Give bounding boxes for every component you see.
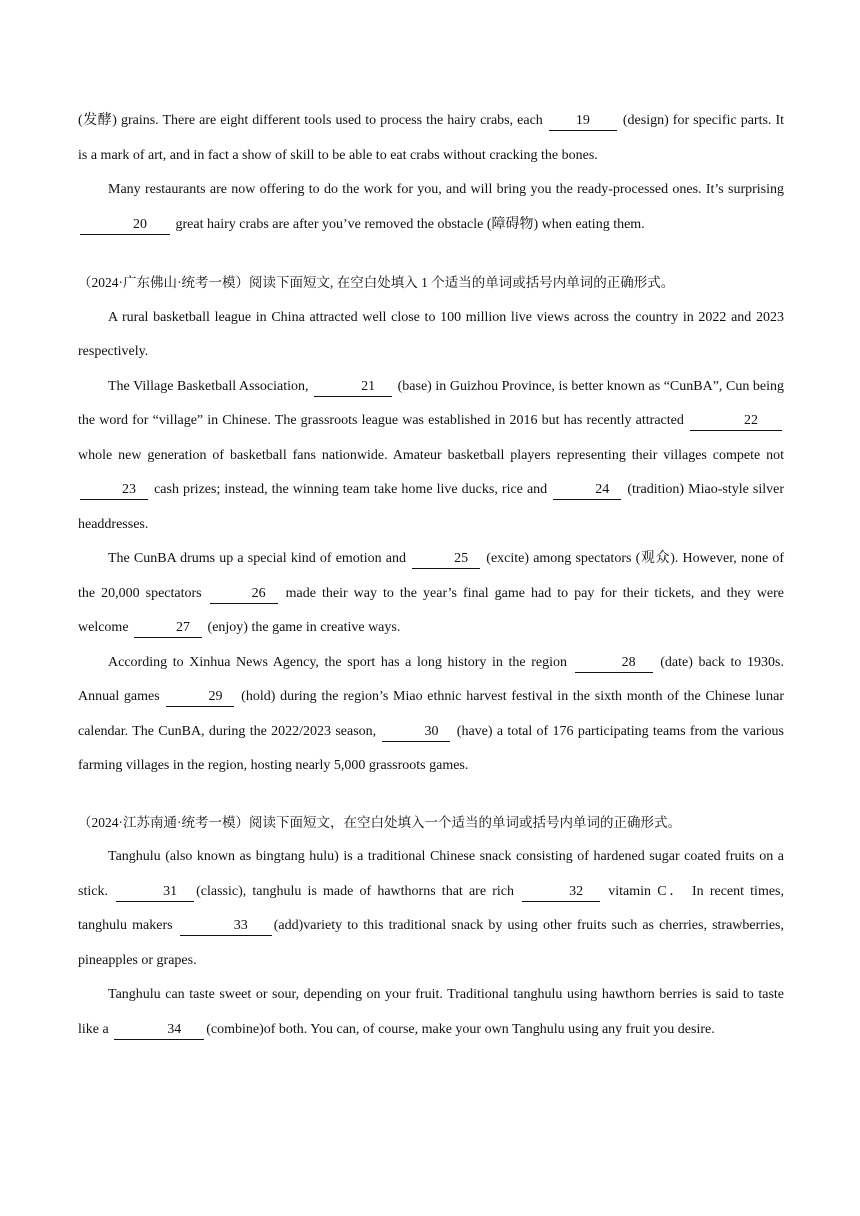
blank-32[interactable]: 32 (522, 884, 600, 902)
blank-33[interactable]: 33 (180, 918, 272, 936)
section-heading-foshan: （2024·广东佛山·统考一模）阅读下面短文, 在空白处填入 1 个适当的单词或括号内单词的正确形式。 (78, 275, 675, 290)
text: According to Xinhua News Agency, the sport has a long history in the region (108, 654, 573, 670)
paragraph-cunba-emotion (78, 542, 784, 646)
paragraph-tanghulu-intro (78, 840, 784, 978)
text: (date) back to 1930s. Annual games (78, 654, 784, 704)
section-heading-nantong: （2024·江苏南通·统考一模）阅读下面短文，在空白处填入一个适当的单词或括号内单词的正确形式。 (78, 814, 681, 830)
paragraph-crab-tools (78, 104, 784, 173)
blank-34[interactable]: 34 (114, 1022, 204, 1040)
blank-20[interactable]: 20 (80, 217, 170, 235)
blank-21[interactable]: 21 (314, 379, 392, 397)
blank-22[interactable]: 22 (690, 413, 782, 431)
text: (发酵) grains. There are eight different tools used to process the hairy crabs, each (78, 113, 547, 128)
paragraph-restaurants (78, 173, 784, 242)
text: vitamin C． In recent times, tanghulu makers (78, 883, 785, 933)
paragraph-cunba-intro (78, 370, 784, 543)
blank-28[interactable]: 28 (575, 655, 653, 673)
text: (excite) among spectators (观众). However, none of the 20,000 spectators (78, 551, 785, 601)
text: (design) for specific parts. It is a mark of art, and in fact a show of skill to be able to eat crabs without cracking the bones. (78, 113, 785, 163)
paragraph-cunba-history (78, 646, 784, 784)
text: Tanghulu (also known as bingtang hulu) is a traditional Chinese snack consisting of hardened sugar coated fruits on a stick. (78, 849, 784, 899)
text: (combine)of both. You can, of course, make your own Tanghulu using any fruit you desire. (206, 1021, 715, 1037)
blank-31[interactable]: 31 (116, 884, 194, 902)
text: Tanghulu can taste sweet or sour, depending on your fruit. Traditional tanghulu using hawthorn berries is said to taste like a (78, 987, 784, 1037)
text: whole new generation of basketball fans nationwide. Amateur basketball players representing their villages compete not (78, 447, 784, 463)
text: great hairy crabs are after you’ve removed the obstacle (障碍物) when eating them. (172, 216, 645, 232)
text: (tradition) Miao-style silver headdresses. (78, 482, 784, 532)
text: The Village Basketball Association, (108, 378, 313, 394)
text: cash prizes; instead, the winning team take home live ducks, rice and (150, 482, 552, 497)
text: (classic), tanghulu is made of hawthorns that are rich (196, 883, 521, 899)
text: The CunBA drums up a special kind of emotion and (108, 551, 411, 566)
paragraph-tanghulu-taste (78, 978, 784, 1047)
document-body (78, 104, 784, 1047)
paragraph-rural-league: A rural basketball league in China attracted well close to 100 million live views across the country in 2022 and 2023 respectively. (78, 309, 784, 359)
blank-26[interactable]: 26 (210, 586, 278, 604)
text: (enjoy) the game in creative ways. (204, 620, 401, 635)
text: (add)variety to this traditional snack by using other fruits such as cherries, strawberries, pineapples or grapes. (78, 918, 784, 968)
blank-19[interactable]: 19 (549, 113, 617, 131)
blank-24[interactable]: 24 (553, 482, 621, 500)
blank-23[interactable]: 23 (80, 482, 148, 500)
text: (base) in Guizhou Province, is better known as “CunBA”, Cun being the word for “village” in Chinese. The grassroots league was established in 2016 but has recently attracted (78, 378, 784, 428)
blank-30[interactable]: 30 (382, 724, 450, 742)
blank-27[interactable]: 27 (134, 620, 202, 638)
blank-25[interactable]: 25 (412, 551, 480, 569)
text: made their way to the year’s final game had to pay for their tickets, and they were welcome (78, 585, 784, 635)
text: (have) a total of 176 participating teams from the various farming villages in the region, hosting nearly 5,000 grassroots games. (78, 723, 784, 773)
blank-29[interactable]: 29 (166, 689, 234, 707)
text: Many restaurants are now offering to do the work for you, and will bring you the ready-processed ones. It’s surprising (108, 182, 784, 197)
text: (hold) during the region’s Miao ethnic harvest festival in the sixth month of the Chinese lunar calendar. The CunBA, during the 2022/2023 season, (78, 689, 784, 739)
